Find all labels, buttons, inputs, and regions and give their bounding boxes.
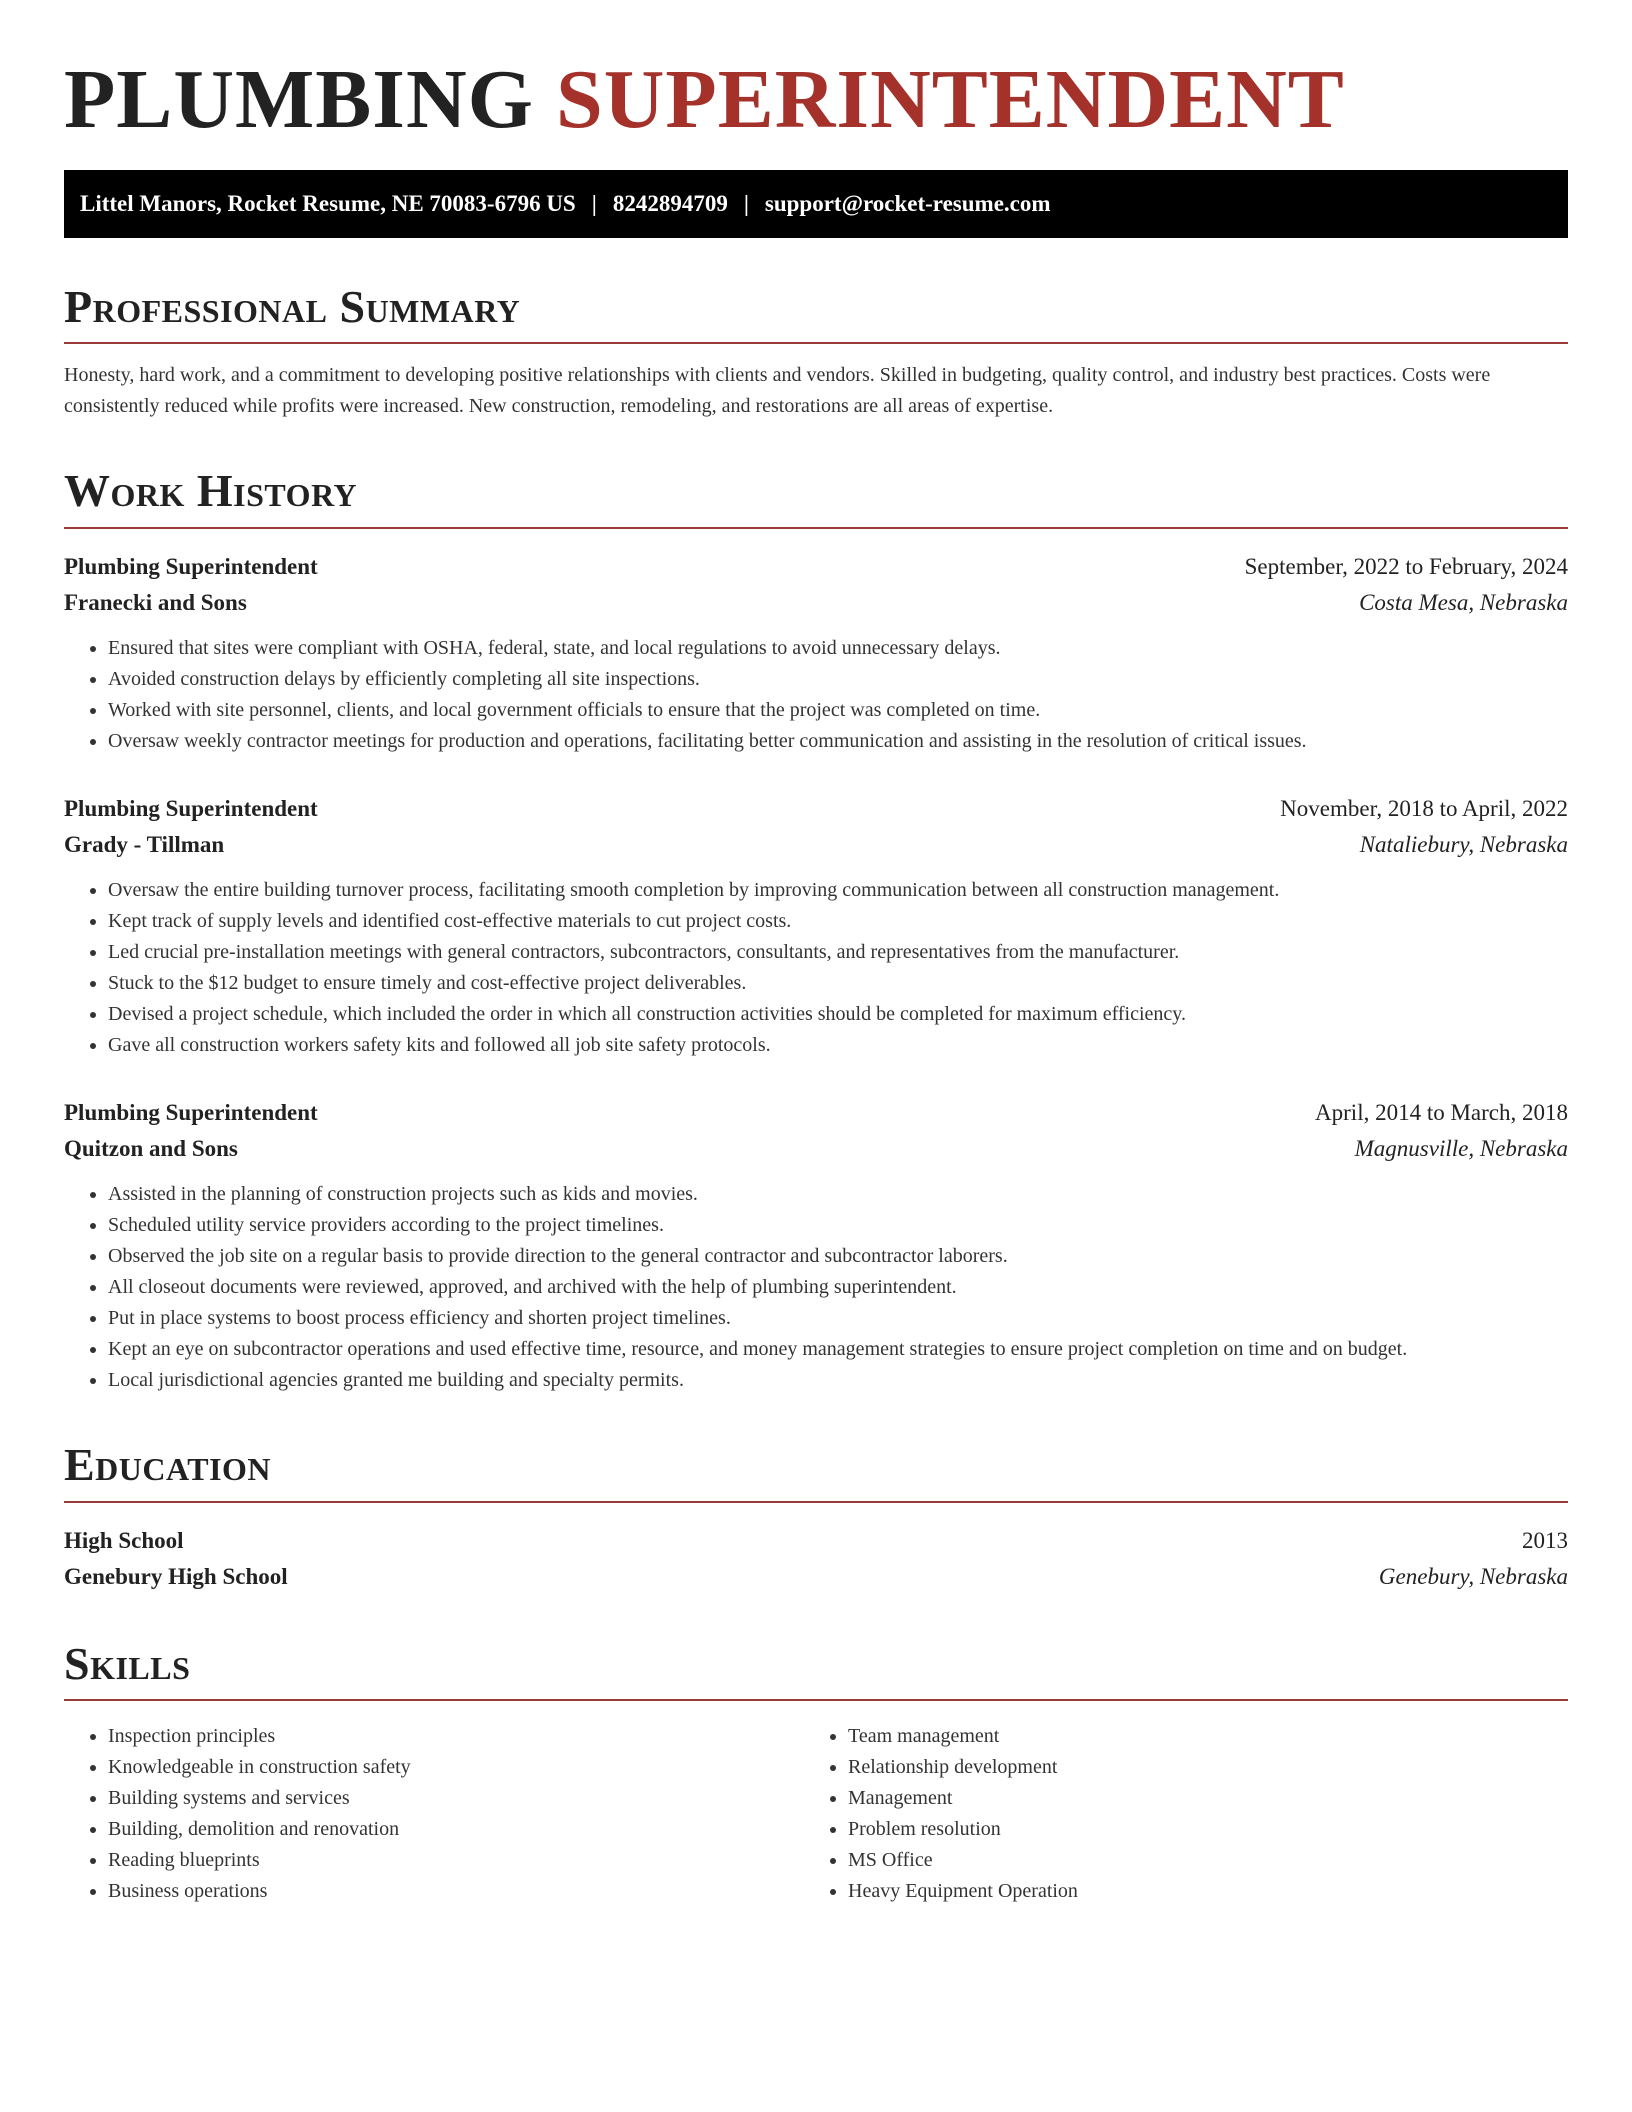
job-bullet: • Assisted in the planning of construction projects such as kids and movies. — [108, 1179, 1568, 1210]
education-school: Genebury High School — [64, 1563, 288, 1589]
job-bullet: • Oversaw weekly contractor meetings for production and operations, facilitating better communication and assisting in the resolution of critical issues. — [108, 726, 1568, 757]
job-title: Plumbing Superintendent — [64, 553, 318, 579]
job-title: Plumbing Superintendent — [64, 795, 318, 821]
skills-column-left — [64, 1721, 804, 1907]
contact-email: support@rocket-resume.com — [764, 190, 1051, 216]
skill-item: • Reading blueprints — [108, 1845, 804, 1876]
skill-item: • Knowledgeable in construction safety — [108, 1752, 804, 1783]
contact-separator: | — [743, 190, 749, 216]
skills-heading: Skills — [64, 1639, 1568, 1702]
job-company: Grady - Tillman — [64, 831, 225, 857]
job-bullet: • Worked with site personnel, clients, and local government officials to ensure that the project was completed on time. — [108, 695, 1568, 726]
job-entry — [64, 549, 1568, 757]
job-bullet: • Led crucial pre-installation meetings with general contractors, subcontractors, consultants, and representatives from the manufacturer. — [108, 937, 1568, 968]
job-entry — [64, 791, 1568, 1061]
job-bullet: • Ensured that sites were compliant with OSHA, federal, state, and local regulations to avoid unnecessary delays. — [108, 633, 1568, 664]
job-location: Magnusville, Nebraska — [1354, 1135, 1568, 1161]
name-last-part: SUPERINTENDENT — [556, 53, 1345, 146]
job-company: Quitzon and Sons — [64, 1135, 238, 1161]
summary-text: Honesty, hard work, and a commitment to developing positive relationships with clients and vendors. Skilled in budgeting, quality control, and industry best practices. Costs were consistently reduced while profits were increased. New construction, remodeling, and restorations are all areas of expertise. — [64, 364, 1491, 418]
skill-item: • Building systems and services — [108, 1783, 804, 1814]
candidate-name — [64, 50, 1568, 151]
job-dates: September, 2022 to February, 2024 — [1244, 553, 1568, 579]
job-bullet: • Oversaw the entire building turnover process, facilitating smooth completion by improving communication between all construction management. — [108, 875, 1568, 906]
skill-item: • Building, demolition and renovation — [108, 1814, 804, 1845]
education-location: Genebury, Nebraska — [1378, 1563, 1568, 1589]
job-bullet: • Kept track of supply levels and identified cost-effective materials to cut project costs. — [108, 906, 1568, 937]
job-bullet: • Gave all construction workers safety kits and followed all job site safety protocols. — [108, 1030, 1568, 1061]
job-company: Franecki and Sons — [64, 589, 247, 615]
skills-grid — [64, 1721, 1568, 1907]
job-title: Plumbing Superintendent — [64, 1099, 318, 1125]
skill-item: • Problem resolution — [848, 1814, 1544, 1845]
education-entry — [64, 1523, 1568, 1595]
work-history-heading: Work History — [64, 466, 1568, 529]
education-heading: Education — [64, 1440, 1568, 1503]
skill-item: • Business operations — [108, 1876, 804, 1907]
job-dates: April, 2014 to March, 2018 — [1315, 1099, 1568, 1125]
contact-address: Littel Manors, Rocket Resume, NE 70083-6796 US — [80, 190, 576, 216]
job-location: Nataliebury, Nebraska — [1359, 831, 1568, 857]
job-bullets — [64, 875, 1568, 1061]
skill-item: • Inspection principles — [108, 1721, 804, 1752]
summary-heading: Professional Summary — [64, 282, 1568, 345]
skills-column-right — [804, 1721, 1544, 1907]
job-bullet: • Stuck to the $12 budget to ensure timely and cost-effective project deliverables. — [108, 968, 1568, 999]
contact-bar — [64, 170, 1568, 238]
job-bullet: • Avoided construction delays by efficiently completing all site inspections. — [108, 664, 1568, 695]
skill-item: • Relationship development — [848, 1752, 1544, 1783]
education-year: 2013 — [1522, 1527, 1568, 1553]
skill-item: • Heavy Equipment Operation — [848, 1876, 1544, 1907]
job-bullet: • Kept an eye on subcontractor operations and used effective time, resource, and money management strategies to ensure project completion on time and on budget. — [108, 1334, 1568, 1365]
job-bullet: • Devised a project schedule, which included the order in which all construction activities should be completed for maximum efficiency. — [108, 999, 1568, 1030]
job-bullet: • Local jurisdictional agencies granted me building and specialty permits. — [108, 1365, 1568, 1396]
job-bullets — [64, 633, 1568, 757]
job-dates: November, 2018 to April, 2022 — [1280, 795, 1568, 821]
skill-item: • Management — [848, 1783, 1544, 1814]
contact-separator: | — [591, 190, 597, 216]
job-location: Costa Mesa, Nebraska — [1359, 589, 1568, 615]
job-bullet: • Observed the job site on a regular basis to provide direction to the general contractor and subcontractor laborers. — [108, 1241, 1568, 1272]
job-entry — [64, 1095, 1568, 1396]
skill-item: • Team management — [848, 1721, 1544, 1752]
skill-item: • MS Office — [848, 1845, 1544, 1876]
job-bullet: • Scheduled utility service providers according to the project timelines. — [108, 1210, 1568, 1241]
job-bullet: • Put in place systems to boost process efficiency and shorten project timelines. — [108, 1303, 1568, 1334]
name-first-part: PLUMBING — [64, 53, 534, 146]
contact-phone: 8242894709 — [612, 190, 728, 216]
job-bullets — [64, 1179, 1568, 1396]
education-degree: High School — [64, 1527, 184, 1553]
job-bullet: • All closeout documents were reviewed, approved, and archived with the help of plumbing superintendent. — [108, 1272, 1568, 1303]
